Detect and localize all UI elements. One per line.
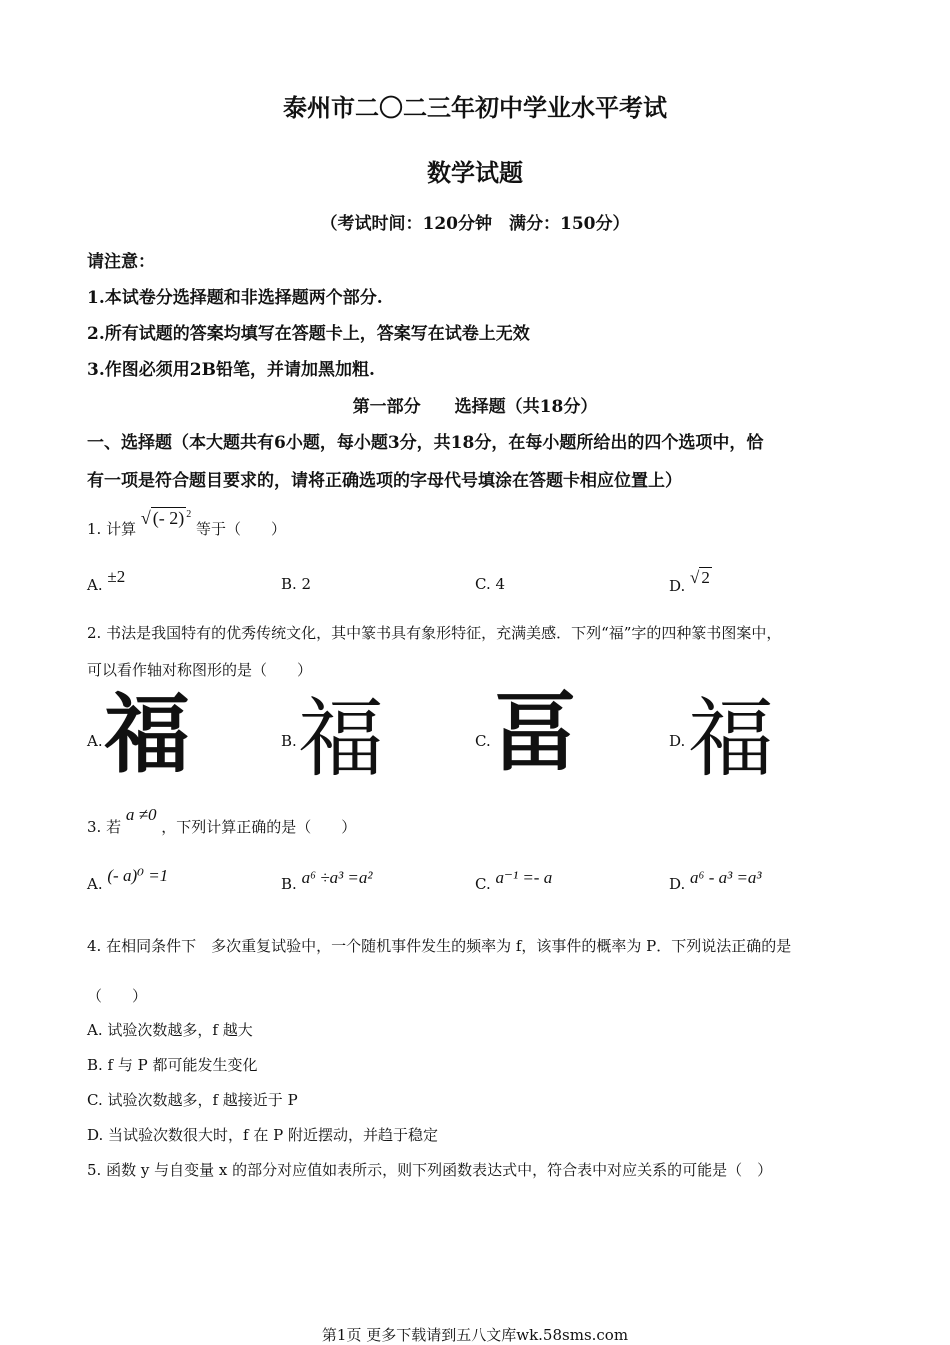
- section-instructions-cont: 有一项是符合题目要求的，请将正确选项的字母代号填涂在答题卡相应位置上）: [87, 471, 682, 491]
- option-value: ±2: [107, 567, 126, 586]
- question-2-stem-cont: 可以看作轴对称图形的是（ ）: [87, 661, 313, 679]
- question-4-paren: （ ）: [87, 987, 148, 1005]
- option-c: C. 4: [475, 575, 506, 593]
- option-c: C. 试验次数越多，f 越接近于 P: [87, 1091, 298, 1109]
- notice-item: 3.作图必须用2B铅笔，并请加黑加粗.: [87, 360, 375, 380]
- section-instructions: 一、选择题（本大题共有6小题，每小题3分，共18分，在每小题所给出的四个选项中，恰: [87, 433, 764, 453]
- sqrt-expression: √ 2: [690, 568, 710, 587]
- seal-script-fu-a: 福: [104, 684, 190, 785]
- option-expr: a⁶ ÷a³ =a²: [301, 868, 373, 887]
- radicand: 2: [701, 568, 710, 587]
- option-d-label: D.: [669, 732, 686, 750]
- part-heading: 第一部分 选择题（共18分）: [352, 397, 598, 417]
- notice-item: 1.本试卷分选择题和非选择题两个部分.: [87, 288, 383, 308]
- question-1-stem: [87, 508, 287, 539]
- option-c: [475, 868, 553, 894]
- question-5-stem: 5. 函数 y 与自变量 x 的部分对应值如表所示，则下列函数表达式中，符合表中对应关系的可能是（ ）: [87, 1161, 773, 1179]
- option-b: [281, 868, 373, 894]
- question-2-stem: 2. 书法是我国特有的优秀传统文化，其中篆书具有象形特征，充满美感．下列“福”字的四种篆书图案中，: [87, 624, 782, 642]
- option-expr: a⁶ - a³ =a³: [690, 868, 762, 887]
- question-3-stem: [87, 805, 357, 837]
- option-expr: a⁻¹ =- a: [495, 868, 553, 887]
- option-label: A.: [87, 875, 103, 893]
- option-a: [87, 866, 169, 894]
- option-c-label: C.: [475, 732, 491, 750]
- option-b: B. f 与 P 都可能发生变化: [87, 1056, 258, 1074]
- page-subtitle: 数学试题: [427, 158, 523, 187]
- question-1-prefix: 1. 计算: [87, 520, 137, 538]
- seal-script-fu-d: 福: [688, 689, 774, 789]
- option-b: B. 2: [281, 575, 312, 593]
- seal-script-fu-b: 福: [298, 689, 384, 789]
- option-a: A. 试验次数越多，f 越大: [87, 1021, 253, 1039]
- option-label: D.: [669, 875, 686, 893]
- seal-script-fu-c: 畐: [492, 682, 578, 783]
- question-3-suffix: ，下列计算正确的是（ ）: [161, 818, 357, 836]
- option-label: A.: [87, 576, 103, 594]
- option-d: D. 当试验次数很大时，f 在 P 附近摆动，并趋于稳定: [87, 1126, 438, 1144]
- sqrt-expression: √ (- 2) $^2$: [140, 508, 192, 528]
- option-d: [669, 868, 762, 894]
- option-a: [87, 567, 126, 595]
- option-label: D.: [669, 577, 686, 595]
- notice-heading: 请注意：: [87, 252, 155, 272]
- page-title: 泰州市二〇二三年初中学业水平考试: [283, 93, 667, 122]
- exponent: 2: [186, 509, 192, 520]
- option-d: [669, 568, 712, 596]
- option-expr: (- a)⁰ =1: [107, 866, 169, 885]
- question-3-prefix: 3. 若: [87, 818, 122, 836]
- condition: a ≠0: [125, 805, 157, 824]
- exam-info: （考试时间：120分钟 满分：150分）: [320, 214, 630, 234]
- option-label: B.: [281, 875, 297, 893]
- question-1-suffix: 等于（ ）: [196, 520, 287, 538]
- option-a-label: A.: [87, 732, 103, 750]
- notice-item: 2.所有试题的答案均填写在答题卡上，答案写在试卷上无效: [87, 324, 530, 344]
- radicand: (- 2): [152, 508, 185, 528]
- option-label: C.: [475, 875, 491, 893]
- option-b-label: B.: [281, 732, 297, 750]
- question-4-stem: 4. 在相同条件下 多次重复试验中，一个随机事件发生的频率为 f，该事件的概率为 P．下列说法正确的是: [87, 937, 792, 955]
- page-footer: 第1页 更多下载请到五八文库wk.58sms.com: [321, 1326, 629, 1344]
